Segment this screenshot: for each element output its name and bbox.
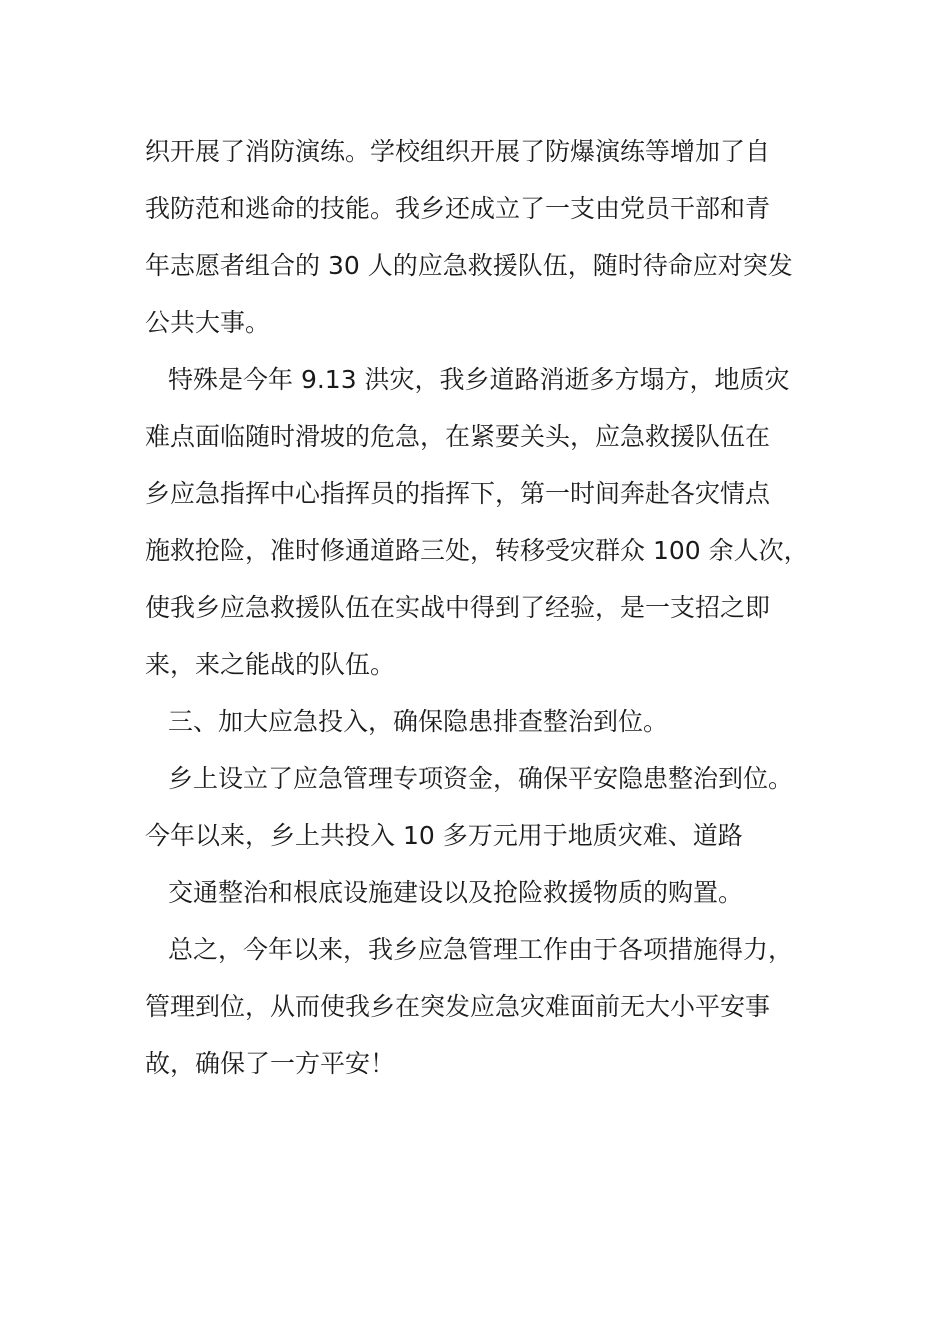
text-line: 交通整治和根底设施建设以及抢险救援物质的购置。 xyxy=(168,878,744,907)
text-line: 乡应急指挥中心指挥员的指挥下，第一时间奔赴各灾情点 xyxy=(145,479,771,508)
text-line: 年志愿者组合的 30 人的应急救援队伍，随时待命应对突发 xyxy=(145,251,793,280)
text-line: 我防范和逃命的技能。我乡还成立了一支由党员干部和青 xyxy=(145,194,771,223)
text-line: 特殊是今年 9.13 洪灾，我乡道路消逝多方塌方，地质灾 xyxy=(168,365,790,394)
text-line: 总之，今年以来，我乡应急管理工作由于各项措施得力， xyxy=(168,935,794,964)
text-line: 故，确保了一方平安！ xyxy=(145,1049,396,1078)
text-line: 来，来之能战的队伍。 xyxy=(145,650,396,679)
text-line: 今年以来，乡上共投入 10 多万元用于地质灾难、道路 xyxy=(145,821,743,850)
text-line: 施救抢险，准时修通道路三处，转移受灾群众 100 余人次， xyxy=(145,536,809,565)
section-heading: 三、加大应急投入，确保隐患排查整治到位。 xyxy=(168,707,669,736)
text-line: 管理到位，从而使我乡在突发应急灾难面前无大小平安事 xyxy=(145,992,771,1021)
text-line: 难点面临随时滑坡的危急，在紧要关头，应急救援队伍在 xyxy=(145,422,771,451)
text-line: 织开展了消防演练。学校组织开展了防爆演练等增加了自 xyxy=(145,137,771,166)
text-line: 乡上设立了应急管理专项资金，确保平安隐患整治到位。 xyxy=(168,764,794,793)
text-line: 公共大事。 xyxy=(145,308,271,337)
text-line: 使我乡应急救援队伍在实战中得到了经验，是一支招之即 xyxy=(145,593,771,622)
